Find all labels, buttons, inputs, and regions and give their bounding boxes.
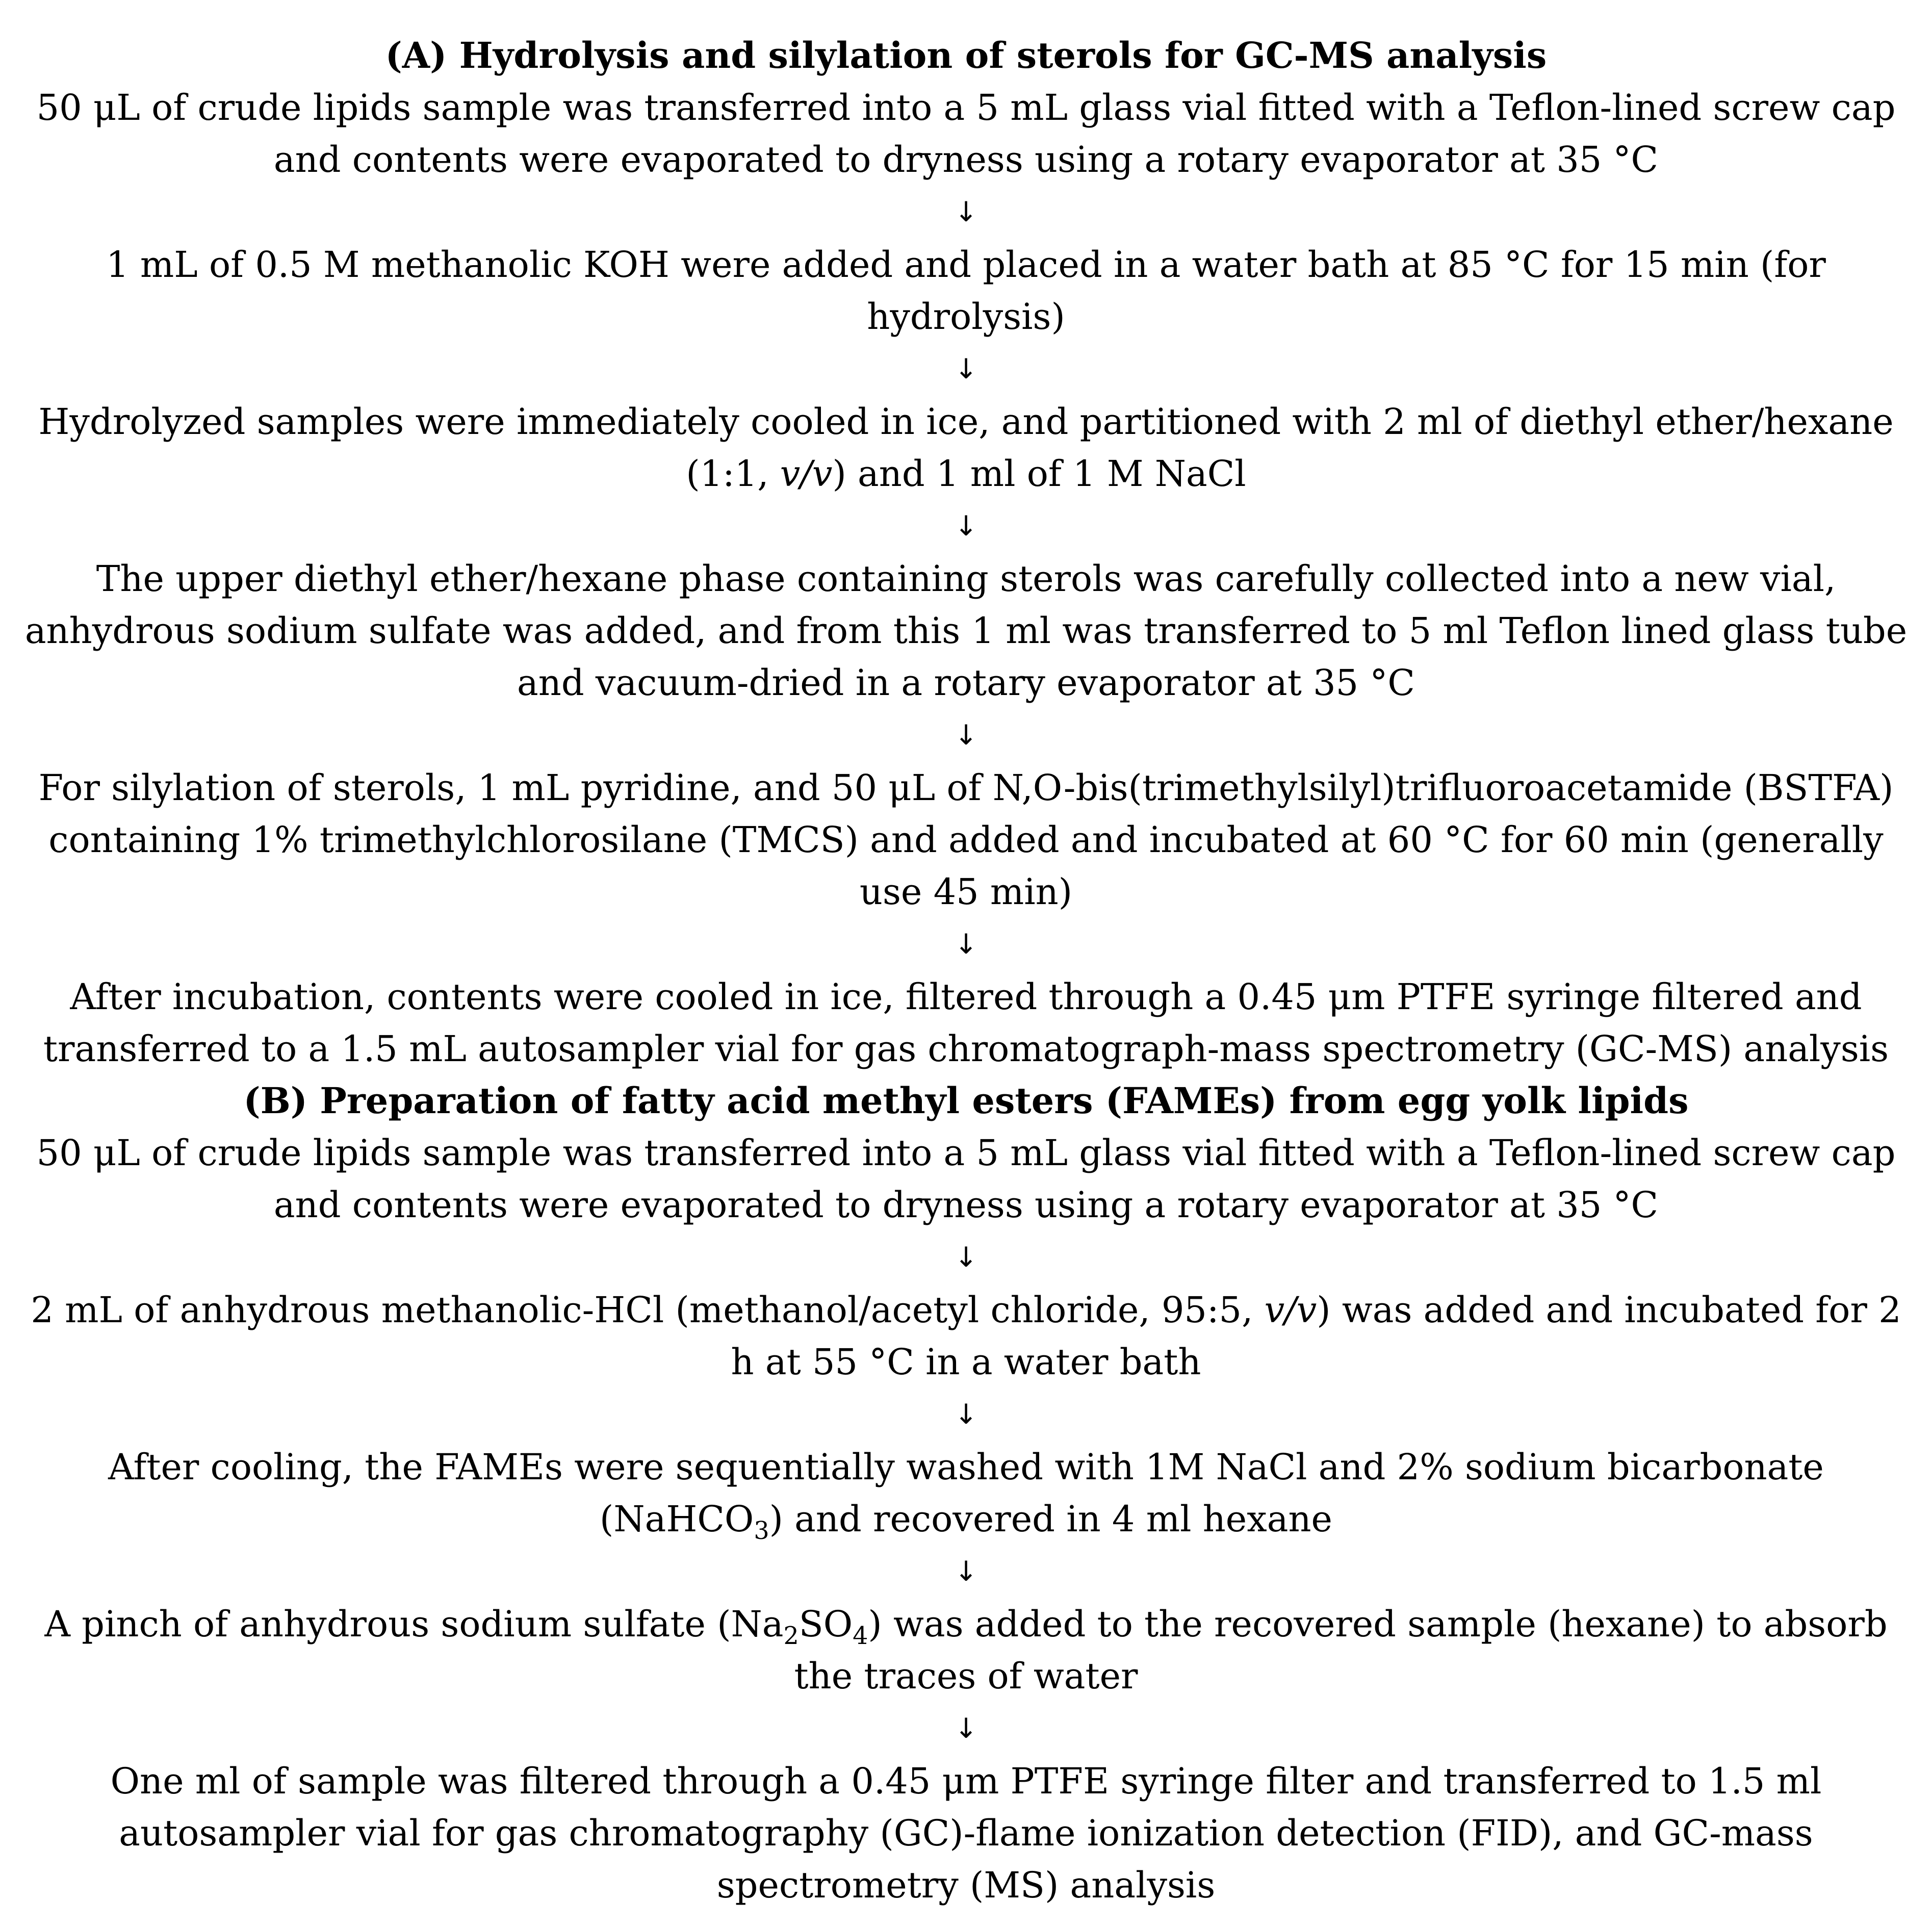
- down-arrow-icon: ↓: [954, 1712, 978, 1744]
- italic-ratio: v/v: [780, 453, 833, 495]
- step-text: ) and recovered in 4 ml hexane: [769, 1498, 1332, 1540]
- section-b-step-1: 50 μL of crude lipids sample was transferred into a 5 mL glass vial fitted with a Teflon-lined screw cap and contents were evaporated to dryness using a rotary evaporator at 35 °C: [36, 1132, 1896, 1226]
- section-a-step-2: 1 mL of 0.5 M methanolic KOH were added and placed in a water bath at 85 °C for 15 min (for hydrolysis): [106, 244, 1826, 338]
- step-text: After cooling, the FAMEs were sequentially washed with 1M NaCl and 2% sodium bicarbonate (NaHCO: [108, 1446, 1824, 1540]
- section-a-step-6: After incubation, contents were cooled in ice, filtered through a 0.45 μm PTFE syringe filtered and transferred to a 1.5 mL autosampler vial for gas chromatograph-mass spectrometry (GC-MS) analysis: [43, 976, 1889, 1070]
- subscript: 4: [853, 1622, 868, 1651]
- section-a-step-1: 50 μL of crude lipids sample was transferred into a 5 mL glass vial fitted with a Teflon-lined screw cap and contents were evaporated to dryness using a rotary evaporator at 35 °C: [36, 87, 1896, 181]
- down-arrow-icon: ↓: [954, 1398, 978, 1430]
- subscript: 2: [783, 1622, 799, 1651]
- step-text: ) and 1 ml of 1 M NaCl: [832, 453, 1246, 495]
- step-text: 2 mL of anhydrous methanolic-HCl (methanol/acetyl chloride, 95:5,: [31, 1289, 1265, 1331]
- step-text: Hydrolyzed samples were immediately cooled in ice, and partitioned with 2 ml of diethyl ether/hexane (1:1,: [38, 401, 1894, 495]
- down-arrow-icon: ↓: [954, 719, 978, 751]
- section-a-title: (A) Hydrolysis and silylation of sterols for GC-MS analysis: [385, 34, 1547, 76]
- section-b-title: (B) Preparation of fatty acid methyl esters (FAMEs) from egg yolk lipids: [243, 1079, 1689, 1122]
- step-text: ) was added and incubated for 2 h at 55 °C in a water bath: [731, 1289, 1901, 1383]
- section-b-step-2: [23, 1284, 1910, 1388]
- subscript: 3: [754, 1517, 769, 1546]
- italic-ratio: v/v: [1264, 1289, 1317, 1331]
- section-a-step-4: The upper diethyl ether/hexane phase containing sterols was carefully collected into a new vial, anhydrous sodium sulfate was added, and from this 1 ml was transferred to 5 ml Teflon lined glass tube and vacuum-dried in a rotary evaporator at 35 °C: [24, 558, 1908, 704]
- section-b-step-4: [23, 1598, 1910, 1702]
- down-arrow-icon: ↓: [954, 1555, 978, 1587]
- down-arrow-icon: ↓: [954, 928, 978, 960]
- step-text: SO: [798, 1603, 853, 1645]
- step-text: A pinch of anhydrous sodium sulfate (Na: [44, 1603, 784, 1645]
- section-b-step-5: One ml of sample was filtered through a 0.45 μm PTFE syringe filter and transferred to 1.5 ml autosampler vial for gas chromatography (GC)-flame ionization detection (FID), and GC-mass spectrometry (MS) analysis: [110, 1760, 1822, 1906]
- section-a-step-3: [23, 396, 1910, 500]
- section-b-step-3: [23, 1441, 1910, 1545]
- down-arrow-icon: ↓: [954, 510, 978, 542]
- down-arrow-icon: ↓: [954, 353, 978, 385]
- down-arrow-icon: ↓: [954, 1241, 978, 1273]
- down-arrow-icon: ↓: [954, 196, 978, 228]
- step-text: ) was added to the recovered sample (hexane) to absorb the traces of water: [794, 1603, 1888, 1697]
- section-a-step-5: For silylation of sterols, 1 mL pyridine, and 50 μL of N,O-bis(trimethylsilyl)trifluoroacetamide (BSTFA) containing 1% trimethylchlorosilane (TMCS) and added and incubated at 60 °C for 60 min (generally use 45 min): [38, 767, 1894, 913]
